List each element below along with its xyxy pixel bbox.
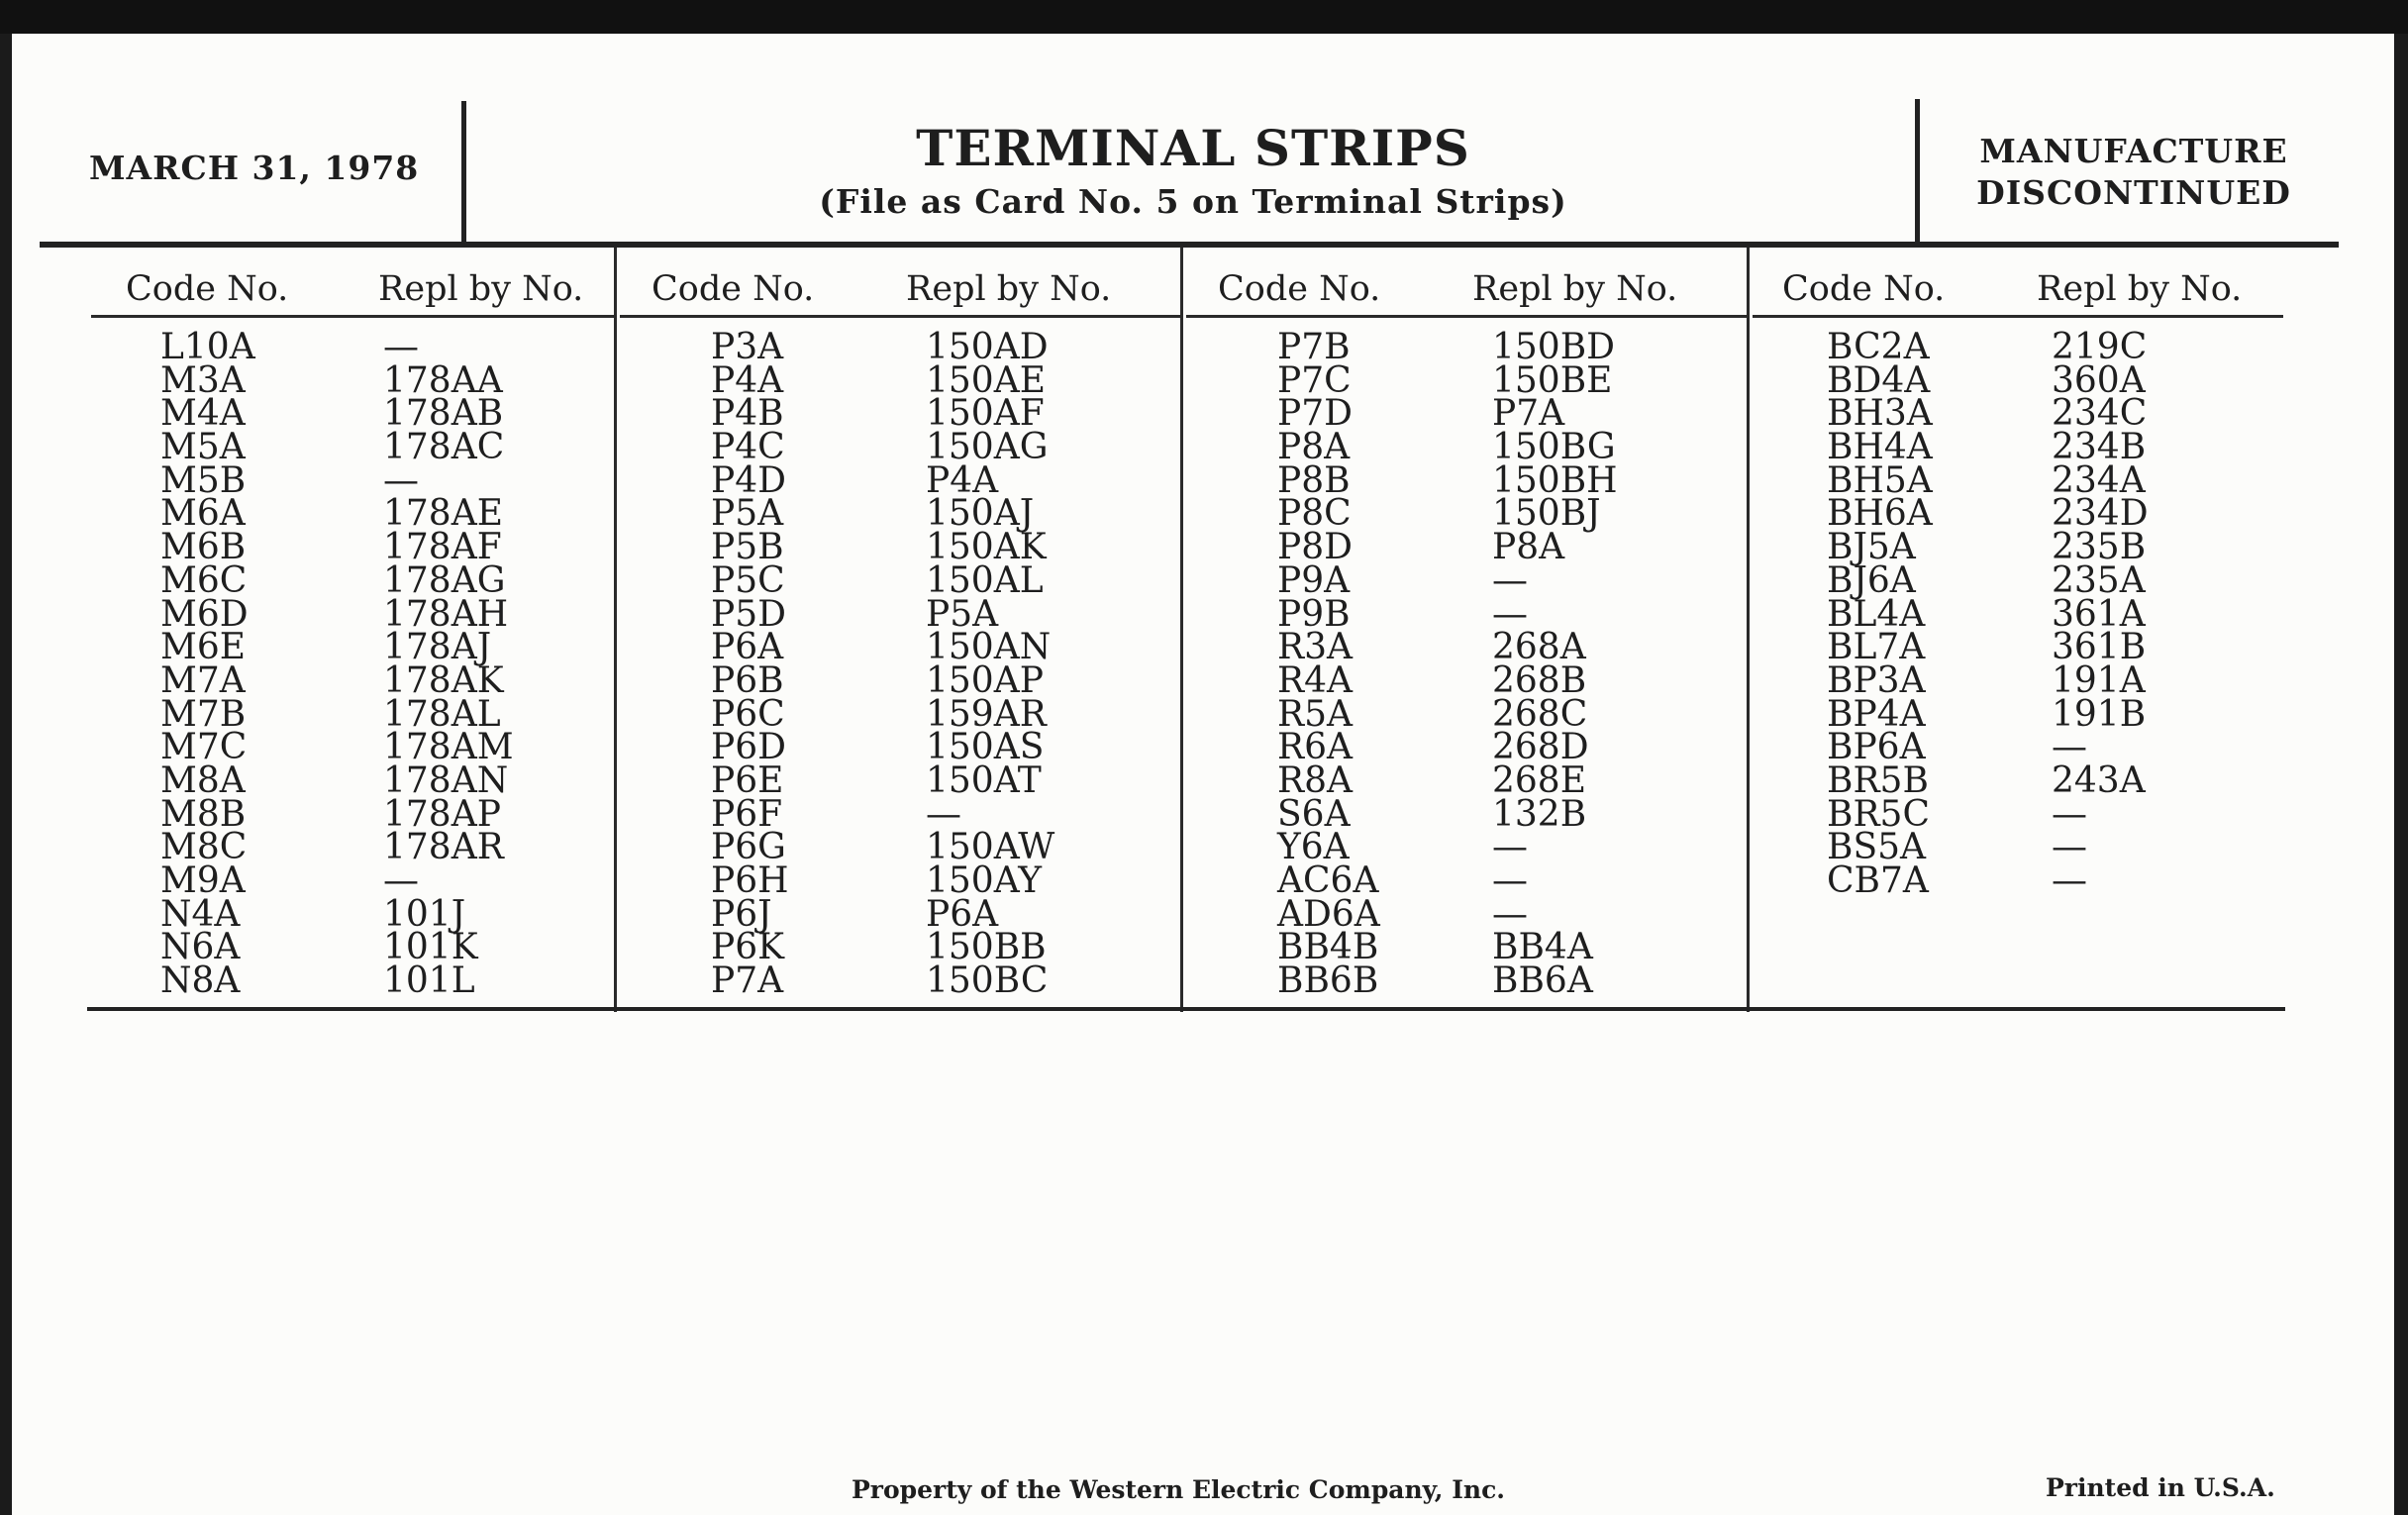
table-column-4 xyxy=(1750,248,2283,1012)
table-row xyxy=(1750,759,2283,801)
repl-by-no-header: Repl by No. xyxy=(1472,269,1678,309)
code-no-cell: P6G xyxy=(711,827,786,868)
table-row xyxy=(617,627,1180,668)
repl-by-no-cell: 191A xyxy=(2052,659,2146,701)
code-no-cell: M8A xyxy=(160,759,246,801)
code-no-cell: R8A xyxy=(1277,759,1354,801)
repl-by-no-cell: — xyxy=(383,860,419,901)
repl-by-no-cell: 101K xyxy=(383,927,478,968)
repl-by-no-cell: — xyxy=(2052,793,2087,835)
table-row xyxy=(1183,693,1747,735)
code-no-cell: N8A xyxy=(160,960,241,1002)
code-no-cell: M8C xyxy=(160,827,248,868)
repl-by-no-cell: 150AJ xyxy=(926,493,1035,535)
code-no-cell: P6C xyxy=(711,693,785,735)
code-no-cell: M7C xyxy=(160,727,248,768)
table-row xyxy=(617,827,1180,868)
table-row xyxy=(1183,359,1747,401)
code-no-cell: P7C xyxy=(1277,359,1352,401)
table-row xyxy=(91,527,614,568)
repl-by-no-cell: 178AC xyxy=(383,427,505,468)
repl-by-no-cell: 361A xyxy=(2052,593,2146,635)
repl-by-no-cell: P5A xyxy=(926,593,999,635)
table-row xyxy=(617,393,1180,435)
table-row xyxy=(1183,559,1747,601)
table-bottom-rule xyxy=(87,1007,2285,1011)
repl-by-no-cell: 178AN xyxy=(383,759,509,801)
table-row xyxy=(617,493,1180,535)
code-no-cell: N6A xyxy=(160,927,241,968)
code-no-cell: P4A xyxy=(711,359,784,401)
repl-by-no-cell: 101J xyxy=(383,893,466,935)
table-row xyxy=(617,960,1180,1002)
repl-by-no-cell: — xyxy=(2052,727,2087,768)
repl-by-no-cell: 234D xyxy=(2052,493,2149,535)
code-no-cell: P6H xyxy=(711,860,789,901)
table-row xyxy=(1183,493,1747,535)
table-row xyxy=(91,459,614,501)
repl-by-no-cell: 234A xyxy=(2052,459,2146,501)
table-row xyxy=(91,393,614,435)
repl-by-no-cell: — xyxy=(2052,827,2087,868)
table-row xyxy=(1750,327,2283,367)
repl-by-no-cell: 178AJ xyxy=(383,627,492,668)
repl-by-no-cell: 234B xyxy=(2052,427,2147,468)
status-line-1: MANUFACTURE xyxy=(1979,132,2288,170)
header-divider-right xyxy=(1915,99,1920,242)
code-no-cell: CB7A xyxy=(1827,860,1929,901)
repl-by-no-cell: 243A xyxy=(2052,759,2146,801)
code-no-cell: AD6A xyxy=(1277,893,1380,935)
code-no-cell: P8D xyxy=(1277,527,1353,568)
repl-by-no-cell: 234C xyxy=(2052,393,2148,435)
code-no-cell: BD4A xyxy=(1827,359,1931,401)
repl-by-no-cell: 101L xyxy=(383,960,475,1002)
table-row xyxy=(617,759,1180,801)
table-row xyxy=(91,427,614,468)
table-row xyxy=(91,960,614,1002)
code-no-cell: M5A xyxy=(160,427,246,468)
repl-by-no-cell: 178AA xyxy=(383,359,503,401)
code-no-cell: P5A xyxy=(711,493,784,535)
repl-by-no-cell: — xyxy=(383,459,419,501)
card-date: MARCH 31, 1978 xyxy=(89,149,420,187)
code-no-cell: M6C xyxy=(160,559,248,601)
table-row xyxy=(91,659,614,701)
table-row xyxy=(1183,927,1747,968)
code-no-cell: P6J xyxy=(711,893,772,935)
table-row xyxy=(1750,627,2283,668)
table-column-1 xyxy=(91,248,614,1012)
table-row xyxy=(1750,593,2283,635)
table-row xyxy=(1183,759,1747,801)
repl-by-no-cell: BB4A xyxy=(1492,927,1593,968)
repl-by-no-header: Repl by No. xyxy=(2037,269,2243,309)
code-no-cell: P4C xyxy=(711,427,785,468)
repl-by-no-cell: 268C xyxy=(1492,693,1588,735)
code-no-cell: BL4A xyxy=(1827,593,1926,635)
repl-by-no-cell: 178AL xyxy=(383,693,501,735)
code-no-cell: BP6A xyxy=(1827,727,1926,768)
code-no-cell: Y6A xyxy=(1277,827,1350,868)
table-row xyxy=(1183,627,1747,668)
code-no-cell: BH6A xyxy=(1827,493,1933,535)
repl-by-no-cell: 150AT xyxy=(926,759,1042,801)
repl-by-no-cell: 150BJ xyxy=(1492,493,1601,535)
code-no-cell: P8A xyxy=(1277,427,1351,468)
repl-by-no-cell: 178AK xyxy=(383,659,504,701)
code-no-cell: P6B xyxy=(711,659,784,701)
code-no-cell: BH5A xyxy=(1827,459,1933,501)
table-row xyxy=(617,727,1180,768)
code-no-cell: P5D xyxy=(711,593,786,635)
repl-by-no-cell: — xyxy=(1492,559,1528,601)
code-no-cell: R6A xyxy=(1277,727,1354,768)
table-row xyxy=(91,793,614,835)
repl-by-no-cell: 268D xyxy=(1492,727,1589,768)
table-row xyxy=(617,327,1180,367)
repl-by-no-cell: 150AW xyxy=(926,827,1055,868)
table-row xyxy=(617,693,1180,735)
code-no-cell: BB6B xyxy=(1277,960,1379,1002)
code-no-cell: P9A xyxy=(1277,559,1351,601)
status-line-2: DISCONTINUED xyxy=(1976,173,2291,212)
table-row xyxy=(617,459,1180,501)
repl-by-no-cell: — xyxy=(1492,827,1528,868)
code-no-cell: R4A xyxy=(1277,659,1354,701)
table-row xyxy=(1183,593,1747,635)
table-row xyxy=(1750,860,2283,901)
status-label xyxy=(1951,131,2317,214)
table-row xyxy=(1750,559,2283,601)
repl-by-no-cell: 150AY xyxy=(926,860,1043,901)
code-no-cell: R5A xyxy=(1277,693,1354,735)
repl-by-no-cell: 178AE xyxy=(383,493,503,535)
table-row xyxy=(1183,860,1747,901)
repl-by-no-cell: 191B xyxy=(2052,693,2147,735)
repl-by-no-cell: 150AG xyxy=(926,427,1049,468)
repl-by-no-cell: 150BC xyxy=(926,960,1049,1002)
code-no-cell: R3A xyxy=(1277,627,1354,668)
code-no-cell: M6B xyxy=(160,527,247,568)
repl-by-no-cell: — xyxy=(1492,593,1528,635)
header-underline xyxy=(91,315,614,318)
code-no-cell: M7A xyxy=(160,659,246,701)
table-row xyxy=(617,860,1180,901)
code-no-cell: P7B xyxy=(1277,327,1351,367)
repl-by-no-cell: 219C xyxy=(2052,327,2148,367)
table-row xyxy=(1750,727,2283,768)
repl-by-no-cell: 178AF xyxy=(383,527,502,568)
table-row xyxy=(91,827,614,868)
code-no-cell: M4A xyxy=(160,393,246,435)
repl-by-no-cell: 178AG xyxy=(383,559,506,601)
repl-by-no-cell: 150AK xyxy=(926,527,1047,568)
repl-by-no-cell: — xyxy=(1492,893,1528,935)
footer-printed: Printed in U.S.A. xyxy=(2046,1473,2275,1502)
table-row xyxy=(617,927,1180,968)
code-no-cell: P6E xyxy=(711,759,784,801)
repl-by-no-cell: 178AM xyxy=(383,727,514,768)
repl-by-no-header: Repl by No. xyxy=(378,269,584,309)
code-no-header: Code No. xyxy=(126,269,289,309)
repl-by-no-cell: 150AD xyxy=(926,327,1049,367)
table-column-3 xyxy=(1183,248,1747,1012)
repl-by-no-cell: 150BG xyxy=(1492,427,1616,468)
code-no-cell: BH3A xyxy=(1827,393,1933,435)
table-row xyxy=(1750,427,2283,468)
repl-by-no-cell: — xyxy=(926,793,961,835)
table-row xyxy=(1183,960,1747,1002)
repl-by-no-cell: 132B xyxy=(1492,793,1587,835)
table-row xyxy=(1183,527,1747,568)
table-column-2 xyxy=(617,248,1180,1012)
repl-by-no-cell: 178AH xyxy=(383,593,509,635)
repl-by-no-cell: 150AS xyxy=(926,727,1045,768)
footer-property: Property of the Western Electric Company, Inc. xyxy=(852,1475,1506,1504)
code-no-cell: P7A xyxy=(711,960,784,1002)
code-no-header: Code No. xyxy=(652,269,815,309)
repl-by-no-cell: 150BH xyxy=(1492,459,1618,501)
repl-by-no-cell: 268A xyxy=(1492,627,1586,668)
code-no-cell: M6E xyxy=(160,627,247,668)
table-row xyxy=(1183,427,1747,468)
repl-by-no-cell: 268E xyxy=(1492,759,1586,801)
repl-by-no-cell: 150AP xyxy=(926,659,1044,701)
code-no-cell: BS5A xyxy=(1827,827,1927,868)
table-row xyxy=(1183,727,1747,768)
code-no-cell: BC2A xyxy=(1827,327,1930,367)
code-no-cell: BP4A xyxy=(1827,693,1926,735)
code-no-cell: BL7A xyxy=(1827,627,1926,668)
table-row xyxy=(91,327,614,367)
table-row xyxy=(617,559,1180,601)
table-row xyxy=(1750,459,2283,501)
repl-by-no-cell: 361B xyxy=(2052,627,2147,668)
code-no-cell: BH4A xyxy=(1827,427,1933,468)
table-row xyxy=(91,693,614,735)
code-no-cell: BJ5A xyxy=(1827,527,1916,568)
code-no-cell: P3A xyxy=(711,327,784,367)
table-row xyxy=(1183,659,1747,701)
code-no-header: Code No. xyxy=(1218,269,1381,309)
repl-by-no-cell: 268B xyxy=(1492,659,1587,701)
table-row xyxy=(1183,893,1747,935)
table-row xyxy=(1183,793,1747,835)
repl-by-no-cell: 360A xyxy=(2052,359,2146,401)
table-row xyxy=(91,759,614,801)
code-no-cell: P6K xyxy=(711,927,785,968)
table-rows xyxy=(91,327,614,1002)
code-no-cell: P7D xyxy=(1277,393,1353,435)
table-row xyxy=(1750,527,2283,568)
table-rows xyxy=(1750,327,2283,901)
table-row xyxy=(91,727,614,768)
code-no-cell: BR5C xyxy=(1827,793,1931,835)
repl-by-no-cell: P8A xyxy=(1492,527,1565,568)
table-row xyxy=(1750,359,2283,401)
repl-by-no-cell: 178AP xyxy=(383,793,501,835)
code-no-cell: P6F xyxy=(711,793,783,835)
code-no-cell: P9B xyxy=(1277,593,1351,635)
repl-by-no-cell: 150AF xyxy=(926,393,1045,435)
header-underline xyxy=(620,315,1180,318)
table-row xyxy=(91,860,614,901)
table-row xyxy=(1750,659,2283,701)
repl-by-no-cell: 159AR xyxy=(926,693,1047,735)
code-no-header: Code No. xyxy=(1782,269,1946,309)
repl-by-no-cell: 178AR xyxy=(383,827,504,868)
repl-by-no-cell: P6A xyxy=(926,893,999,935)
table-row xyxy=(91,627,614,668)
repl-by-no-cell: 235B xyxy=(2052,527,2147,568)
table-row xyxy=(1183,827,1747,868)
repl-by-no-cell: 150BB xyxy=(926,927,1047,968)
table-row xyxy=(91,927,614,968)
repl-by-no-cell: 150BE xyxy=(1492,359,1613,401)
repl-by-no-cell: 235A xyxy=(2052,559,2146,601)
code-no-cell: M3A xyxy=(160,359,246,401)
code-no-cell: M6A xyxy=(160,493,246,535)
repl-by-no-cell: 150AN xyxy=(926,627,1052,668)
code-no-cell: P5C xyxy=(711,559,785,601)
header-underline xyxy=(1753,315,2283,318)
scan-border xyxy=(0,0,2408,34)
repl-by-no-cell: P7A xyxy=(1492,393,1565,435)
table-row xyxy=(91,893,614,935)
code-no-cell: M6D xyxy=(160,593,249,635)
table-row xyxy=(91,493,614,535)
code-no-cell: BB4B xyxy=(1277,927,1379,968)
table-row xyxy=(617,593,1180,635)
table-row xyxy=(1750,393,2283,435)
code-no-cell: P8B xyxy=(1277,459,1351,501)
code-no-cell: M8B xyxy=(160,793,247,835)
table-row xyxy=(91,593,614,635)
header-underline xyxy=(1186,315,1747,318)
table-row xyxy=(91,559,614,601)
table-row xyxy=(1750,827,2283,868)
code-no-cell: P5B xyxy=(711,527,784,568)
code-no-cell: L10A xyxy=(160,327,255,367)
code-no-cell: M9A xyxy=(160,860,246,901)
code-no-cell: BJ6A xyxy=(1827,559,1916,601)
table-row xyxy=(1750,693,2283,735)
code-no-cell: BP3A xyxy=(1827,659,1926,701)
repl-by-no-cell: — xyxy=(383,327,419,367)
repl-by-no-header: Repl by No. xyxy=(906,269,1112,309)
table-row xyxy=(617,893,1180,935)
table-row xyxy=(91,359,614,401)
code-no-cell: N4A xyxy=(160,893,241,935)
table-row xyxy=(1183,459,1747,501)
repl-by-no-cell: — xyxy=(1492,860,1528,901)
replacement-table xyxy=(91,248,2283,1012)
repl-by-no-cell: P4A xyxy=(926,459,999,501)
page-subtitle: (File as Card No. 5 on Terminal Strips) xyxy=(819,182,1567,221)
code-no-cell: M5B xyxy=(160,459,247,501)
code-no-cell: P4D xyxy=(711,459,786,501)
repl-by-no-cell: BB6A xyxy=(1492,960,1593,1002)
table-row xyxy=(1183,327,1747,367)
code-no-cell: M7B xyxy=(160,693,247,735)
code-no-cell: P4B xyxy=(711,393,784,435)
table-row xyxy=(1183,393,1747,435)
table-row xyxy=(617,527,1180,568)
page-title: TERMINAL STRIPS xyxy=(916,119,1470,177)
table-row xyxy=(617,427,1180,468)
code-no-cell: P6A xyxy=(711,627,784,668)
repl-by-no-cell: 150AL xyxy=(926,559,1044,601)
repl-by-no-cell: — xyxy=(2052,860,2087,901)
code-no-cell: BR5B xyxy=(1827,759,1929,801)
repl-by-no-cell: 150AE xyxy=(926,359,1046,401)
repl-by-no-cell: 150BD xyxy=(1492,327,1616,367)
code-no-cell: S6A xyxy=(1277,793,1351,835)
code-no-cell: P8C xyxy=(1277,493,1352,535)
table-row xyxy=(1750,493,2283,535)
repl-by-no-cell: 178AB xyxy=(383,393,504,435)
table-row xyxy=(617,359,1180,401)
table-row xyxy=(1750,793,2283,835)
table-rows xyxy=(617,327,1180,1002)
code-no-cell: P6D xyxy=(711,727,786,768)
code-no-cell: AC6A xyxy=(1277,860,1379,901)
table-rows xyxy=(1183,327,1747,1002)
table-row xyxy=(617,659,1180,701)
table-row xyxy=(617,793,1180,835)
